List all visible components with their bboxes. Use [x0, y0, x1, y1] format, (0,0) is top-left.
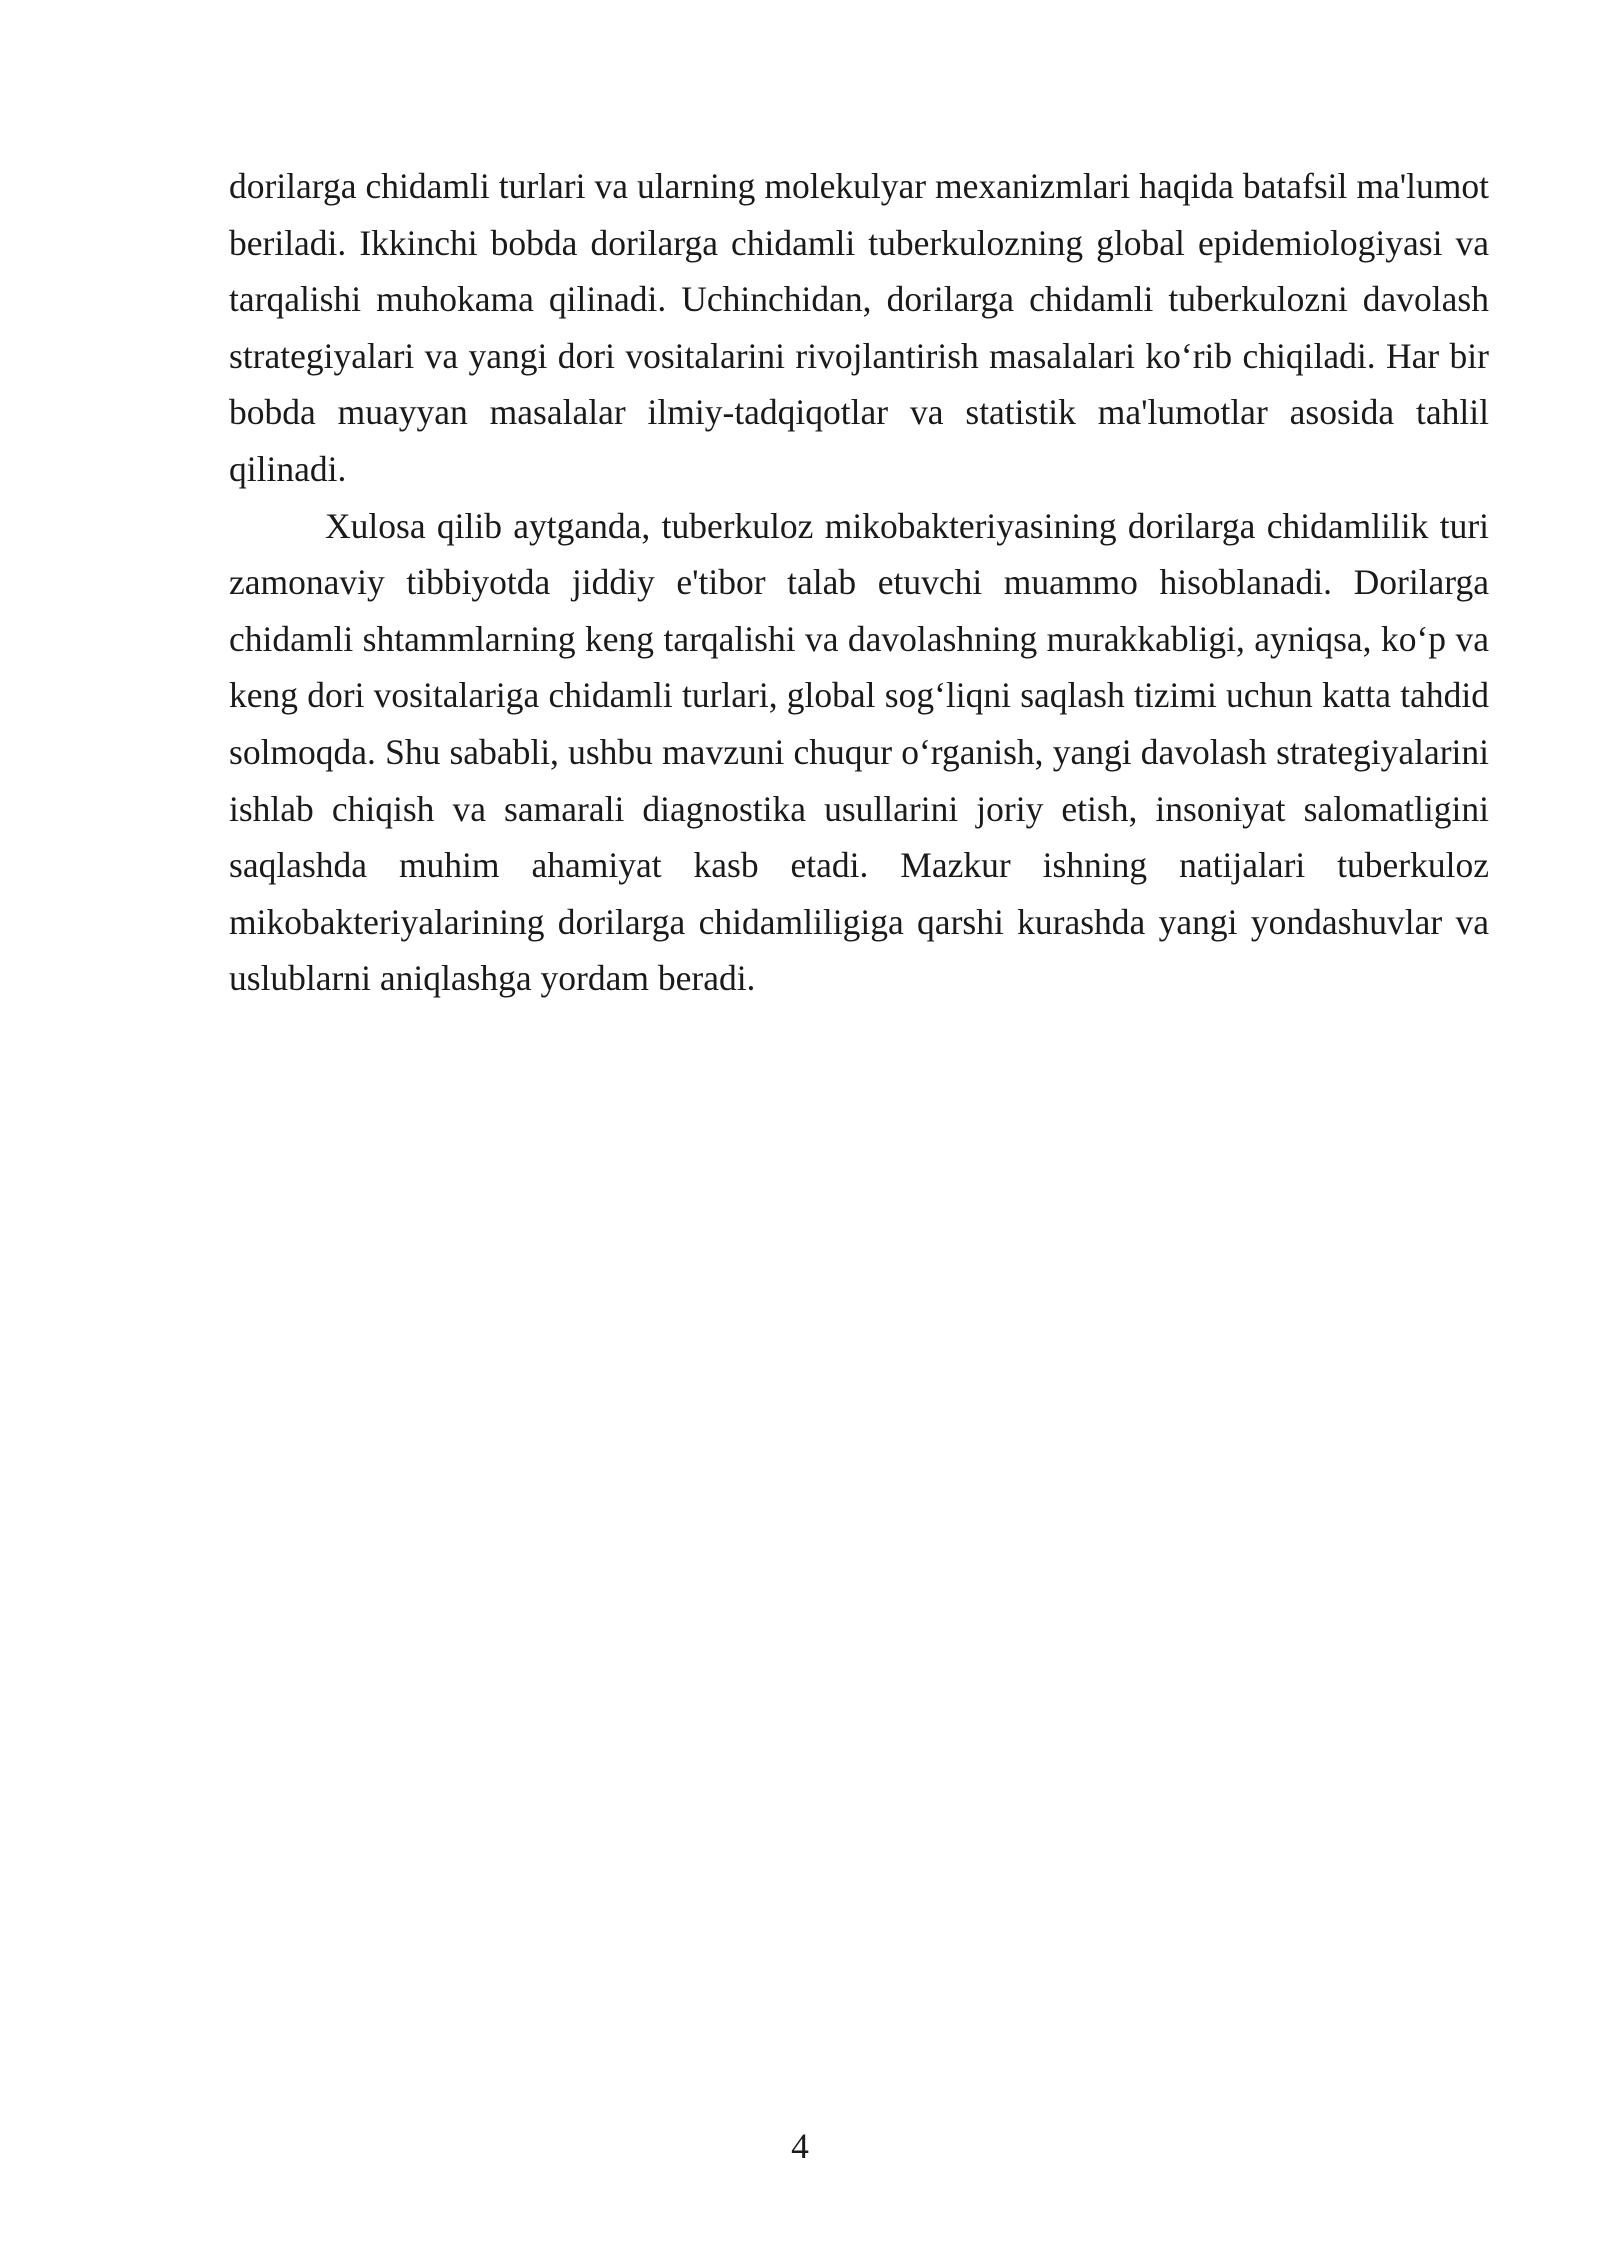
body-text — [229, 158, 1489, 1007]
page-number: 4 — [791, 2126, 809, 2166]
paragraph-continuation: dorilarga chidamli turlari va ularning molekulyar mexanizmlari haqida batafsil ma'lumot beriladi. Ikkinchi bobda dorilarga chidamli tuberkulozning global epidemiologiyasi va tarqalishi muhokama qilinadi. Uchinchidan, dorilarga chidamli tuberkulozni davolash strategiyalari va yangi dori vositalarini rivojlantirish masalalari ko‘rib chiqiladi. Har bir bobda muayyan masalalar ilmiy-tadqiqotlar va statistik ma'lumotlar asosida tahlil qilinadi. — [229, 166, 1489, 489]
paragraph-conclusion: Xulosa qilib aytganda, tuberkuloz mikobakteriyasining dorilarga chidamlilik turi zamonaviy tibbiyotda jiddiy e'tibor talab etuvchi muammo hisoblanadi. Dorilarga chidamli shtammlarning keng tarqalishi va davolashning murakkabligi, ayniqsa, ko‘p va keng dori vositalariga chidamli turlari, global sog‘liqni saqlash tizimi uchun katta tahdid solmoqda. Shu sababli, ushbu mavzuni chuqur o‘rganish, yangi davolash strategiyalarini ishlab chiqish va samarali diagnostika usullarini joriy etish, insoniyat salomatligini saqlashda muhim ahamiyat kasb etadi. Mazkur ishning natijalari tuberkuloz mikobakteriyalarining dorilarga chidamliligiga qarshi kurashda yangi yondashuvlar va uslublarni aniqlashga yordam beradi. — [229, 505, 1489, 999]
